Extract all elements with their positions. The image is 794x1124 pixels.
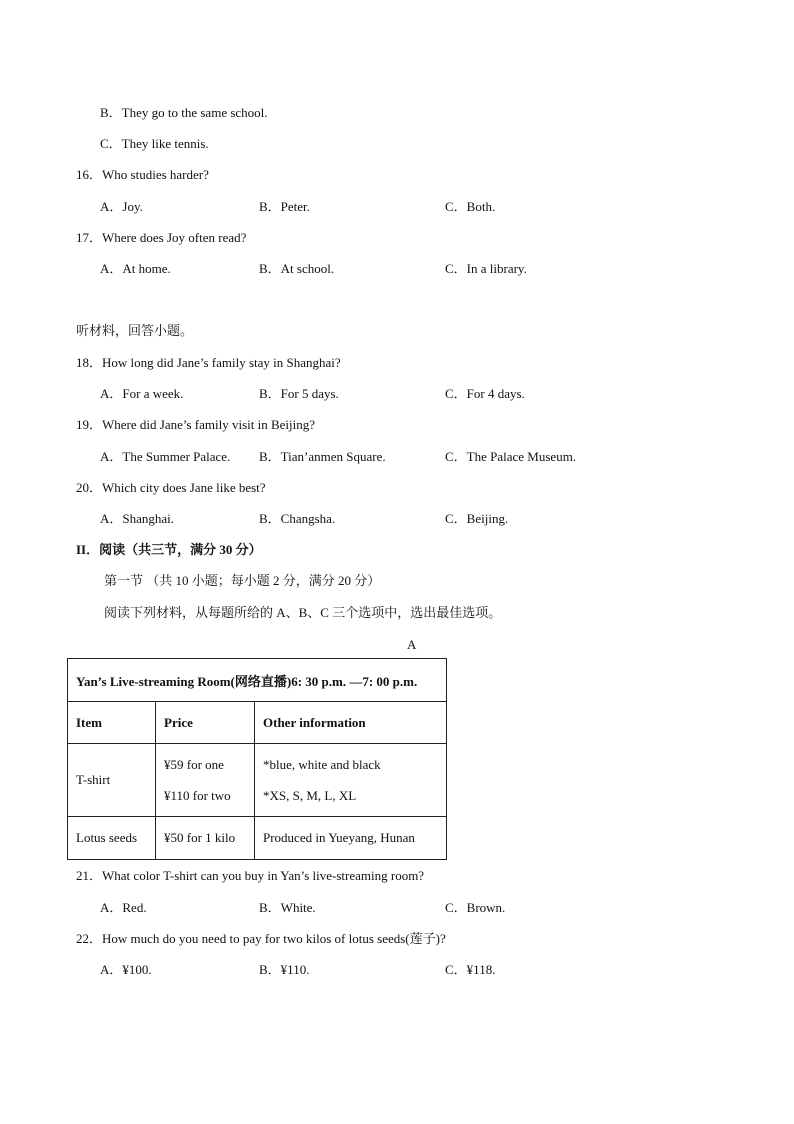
- question-number: 22．: [76, 931, 103, 946]
- q18-option-a: A．For a week.: [100, 386, 184, 401]
- q16-option-b: B．Peter.: [259, 199, 310, 214]
- q19-option-a: A．The Summer Palace.: [100, 449, 231, 464]
- q22-option-c: C．¥118.: [445, 962, 496, 977]
- q20-option-a: A．Shanghai.: [100, 511, 175, 526]
- price-line: ¥59 for one: [164, 757, 224, 772]
- header-price: Price: [156, 702, 255, 744]
- question-text: Who studies harder?: [102, 167, 209, 182]
- cell-price: ¥50 for 1 kilo: [156, 817, 255, 860]
- listen-instruction: 听材料，回答小题。: [76, 323, 194, 338]
- table-row: [68, 817, 447, 860]
- q15-option-b: B．They go to the same school.: [100, 105, 268, 120]
- q21-option-c: C．Brown.: [445, 900, 506, 915]
- question-number: 18．: [76, 355, 103, 370]
- cell-info: Produced in Yueyang, Hunan: [255, 817, 447, 860]
- q17-option-b: B．At school.: [259, 261, 335, 276]
- question-text: What color T-shirt can you buy in Yan’s live-streaming room?: [102, 868, 425, 883]
- q15-option-c: C．They like tennis.: [100, 136, 209, 151]
- price-line: ¥110 for two: [164, 788, 231, 803]
- info-line: *blue, white and black: [263, 757, 381, 772]
- question-text: How much do you need to pay for two kilos of lotus seeds(莲子)?: [102, 931, 446, 946]
- question-number: 20．: [76, 480, 103, 495]
- q16-option-c: C．Both.: [445, 199, 496, 214]
- q16-option-a: A．Joy.: [100, 199, 143, 214]
- q22-option-a: A．¥100.: [100, 962, 152, 977]
- cell-item: T-shirt: [68, 744, 156, 817]
- question-number: 19．: [76, 417, 103, 432]
- table-header-row: [68, 702, 447, 744]
- question-18: [76, 354, 341, 372]
- passage-label: A: [407, 637, 417, 652]
- q21-option-b: B．White.: [259, 900, 316, 915]
- question-21: [76, 867, 424, 885]
- cell-info: [255, 744, 447, 817]
- q22-option-b: B．¥110.: [259, 962, 310, 977]
- question-number: 16．: [76, 167, 103, 182]
- header-other-info: Other information: [255, 702, 447, 744]
- q21-option-a: A．Red.: [100, 900, 147, 915]
- q20-option-b: B．Changsha.: [259, 511, 336, 526]
- table-title-row: [68, 659, 447, 702]
- part-heading: 第一节 （共 10 小题；每小题 2 分，满分 20 分）: [104, 573, 381, 588]
- question-19: [76, 416, 315, 434]
- question-number: 21．: [76, 868, 103, 883]
- livestream-table: [67, 658, 447, 860]
- q17-option-a: A．At home.: [100, 261, 171, 276]
- q19-option-b: B．Tian’anmen Square.: [259, 449, 386, 464]
- section-title: II．阅读（共三节，满分 30 分）: [76, 542, 262, 557]
- info-line: *XS, S, M, L, XL: [263, 788, 357, 803]
- cell-item: Lotus seeds: [68, 817, 156, 860]
- table-title: Yan’s Live-streaming Room(网络直播)6: 30 p.m. —7: 00 p.m.: [68, 659, 447, 702]
- q18-option-c: C．For 4 days.: [445, 386, 525, 401]
- question-number: 17．: [76, 230, 103, 245]
- header-item: Item: [68, 702, 156, 744]
- cell-price: [156, 744, 255, 817]
- question-22: [76, 930, 446, 948]
- q17-option-c: C．In a library.: [445, 261, 527, 276]
- table-row: [68, 744, 447, 817]
- question-17: [76, 229, 246, 247]
- question-text: Where does Joy often read?: [102, 230, 247, 245]
- question-text: How long did Jane’s family stay in Shanghai?: [102, 355, 341, 370]
- question-text: Where did Jane’s family visit in Beijing?: [102, 417, 316, 432]
- q19-option-c: C．The Palace Museum.: [445, 449, 577, 464]
- reading-instruction: 阅读下列材料，从每题所给的 A、B、C 三个选项中，选出最佳选项。: [104, 605, 502, 620]
- question-16: [76, 166, 209, 184]
- question-text: Which city does Jane like best?: [102, 480, 266, 495]
- question-20: [76, 479, 266, 497]
- q20-option-c: C．Beijing.: [445, 511, 509, 526]
- q18-option-b: B．For 5 days.: [259, 386, 339, 401]
